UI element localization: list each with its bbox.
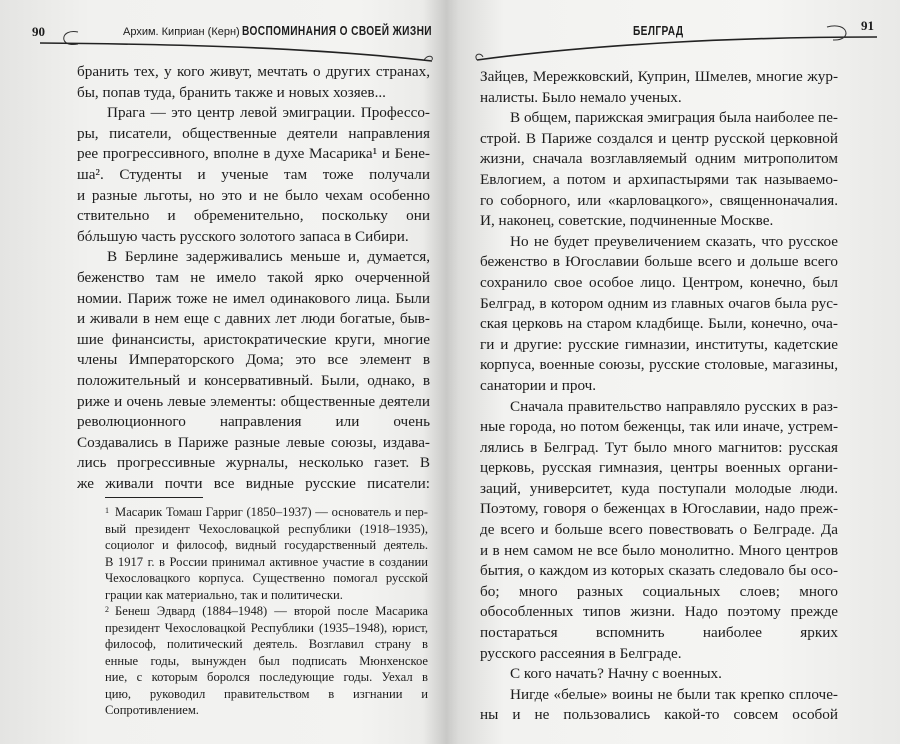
text-line: ги и другие: русские гимназии, институты, кадетские — [480, 335, 838, 353]
paragraph — [77, 247, 430, 494]
text-line: налисты. Было немало ученых. — [480, 88, 682, 106]
text-line: ры, писатели, общественные деятели направления — [77, 124, 430, 142]
text-line: ская церковь на старом кладбище. Были, конечно, оча- — [480, 315, 838, 333]
text-line: ны и не пользовались какой-то совсем особой — [480, 706, 838, 724]
page-number: 90 — [32, 24, 45, 39]
text-line: жизни, сначала возглавляемый одним митрополитом — [480, 150, 838, 168]
text-line: номии. Париж тоже не имел одинакового лица. Были — [77, 289, 430, 307]
text-line: И, наконец, советские, подчиненные Москве. — [480, 212, 774, 230]
footnotes — [105, 497, 428, 719]
text-line: революционного направления или очень — [77, 413, 430, 431]
text-line: Белград, в котором одним из главных очагов была рус- — [480, 294, 838, 312]
paragraph — [480, 685, 838, 726]
text-line: В Берлине задерживались меньше и, думается, — [107, 248, 430, 266]
paragraph — [77, 103, 430, 247]
text-line: положительный и консервативный. Были, однако, в — [77, 371, 430, 389]
running-head-author: Архим. Киприан (Керн) — [123, 26, 240, 38]
text-line: сохранило свое особое лицо. Центром, конечно, был — [480, 273, 838, 291]
paragraph — [480, 67, 838, 108]
text-line: Зайцев, Мережковский, Куприн, Шмелев, многие жур- — [480, 68, 838, 85]
text-line: корпуса, военные союзы, русские столовые, магазины, — [480, 356, 838, 374]
text-line: Поэтому, говоря о беженцах в Югославии, надо преж- — [480, 500, 838, 518]
running-head-title: ВОСПОМИНАНИЯ О СВОЕЙ ЖИЗНИ — [242, 23, 433, 38]
text-line: церковь, русская гимназия, центры военных органи- — [480, 459, 838, 477]
text-line: ные города, но потом беженцы, так или иначе, устрем- — [480, 418, 838, 436]
text-line: и в нем самом не все было монолитно. Много центров — [480, 541, 838, 559]
text-line: бо; много разных социальных слоев; много — [480, 582, 838, 600]
footnote-line: цию, руководил правительством в изгнании и — [105, 686, 428, 701]
footnote-text: Бенеш Эдвард (1884–1948) — второй после Масарика — [115, 604, 428, 618]
text-line: С кого начать? Начну с военных. — [510, 665, 722, 683]
text-line: постараться вспомнить наиболее ярких — [480, 624, 838, 642]
text-line: рее прогрессивного, вполне в духе Масарика¹ и Бене- — [77, 145, 430, 163]
footnote-mark: 2 — [105, 605, 109, 614]
footnote-line: президент Чехословацкой Республики (1935–1948), юрист, — [105, 620, 428, 635]
text-line: русского рассеяния в Белграде. — [480, 644, 682, 662]
text-line: лялись в Белград. Тут было много магнитов: русская — [480, 438, 838, 456]
paragraph — [480, 664, 838, 685]
text-line: шие финансисты, аристократические круги, многие — [77, 330, 430, 348]
footnote-line: В 1917 г. в России принимал активное участие в создании — [105, 554, 428, 569]
running-head-title: БЕЛГРАД — [633, 23, 684, 38]
text-line: Создавались в Париже разные левые союзы, издава- — [77, 433, 430, 451]
paragraph — [77, 62, 430, 103]
text-line: Сначала правительство направляло русских в раз- — [510, 397, 838, 415]
footnote-line — [105, 603, 428, 620]
text-line: строй. В Париже создался и центр русской церковной — [480, 129, 838, 147]
page-number: 91 — [861, 18, 874, 33]
footnote-line: философ, политический деятель. Возглавил страну в — [105, 637, 428, 651]
footnote-line: грации как материально, так и политически. — [105, 587, 343, 602]
footnote-line: ние, с которым боролся последующие годы. Уехал в — [105, 670, 428, 684]
left-page — [0, 0, 449, 744]
text-line: Но не будет преувеличением сказать, что русское — [510, 232, 838, 250]
text-line: бытия, о каждом из которых сказать следовало бы осо- — [480, 562, 838, 580]
text-line: беженство там не имело такой ярко очерченной — [77, 268, 430, 286]
text-line: лись прогрессивные журналы, несколько газет. В — [77, 454, 430, 472]
text-line: го соборного, или «карловацкого», священноначалия. — [480, 191, 838, 209]
text-line: В общем, парижская эмиграция была наиболее пе- — [510, 109, 838, 127]
text-line: беженство в Югославии больше всего и дольше всего — [480, 253, 838, 271]
text-line: бранить тех, у кого живут, мечтать о других странах, — [77, 63, 430, 80]
left-page-body — [77, 62, 430, 494]
footnote-divider — [105, 497, 203, 498]
footnote-line — [105, 504, 428, 521]
footnote-text: Масарик Томаш Гарриг (1850–1937) — основатель и пер- — [115, 505, 428, 519]
text-line: же живали почти все видные русские писатели: — [77, 474, 430, 492]
footnote-line: вый президент Чехословацкой республики (1918–1935), — [105, 521, 428, 536]
footnote-line: Чехословацкого корпуса. Существенно помогал русской — [105, 571, 428, 585]
decorative-header-rule — [449, 15, 900, 65]
text-line: члены Императорского Дома; это все элемент в — [77, 351, 430, 369]
text-line: и живали в нем еще с давних лет люди богатые, быв- — [77, 310, 430, 328]
text-line: обособленных типов жизни. Надо поэтому прежде — [480, 603, 838, 621]
text-line: Евлогием, а потом и архипастырями так называемо- — [480, 170, 838, 188]
paragraph — [480, 108, 838, 232]
text-line: де всего и больше всего повествовать о Белграде. Да — [480, 521, 838, 539]
footnote — [105, 504, 428, 603]
text-line: бы, попав туда, бранить также и новых хозяев... — [77, 83, 386, 101]
paragraph — [480, 232, 838, 397]
text-line: заций, университет, куда поступали молодые люди. — [480, 479, 838, 497]
text-line: бóльшую часть русского золотого запаса в Сибири. — [77, 227, 409, 245]
footnote-line: социолог и философ, видный государственный деятель. — [105, 538, 428, 552]
footnote-line: енные годы, вынужден был подписать Мюнхенское — [105, 653, 428, 668]
text-line: Нигде «белые» воины не были так крепко сплоче- — [510, 685, 838, 703]
text-line: ствительно и обременительно, поскольку они — [77, 207, 430, 225]
footnote-mark: 1 — [105, 506, 109, 515]
text-line: ша². Студенты и ученые там тоже получали — [77, 165, 430, 183]
text-line: санатории и проч. — [480, 376, 597, 394]
footnote-line: Сопротивлением. — [105, 703, 199, 717]
right-page — [449, 0, 900, 744]
text-line: риже и очень левые элементы: общественные деятели — [77, 392, 430, 410]
text-line: Прага — это центр левой эмиграции. Профессо- — [107, 104, 430, 122]
footnote — [105, 603, 428, 719]
decorative-header-rule — [0, 20, 449, 65]
paragraph — [480, 397, 838, 665]
right-page-body — [480, 67, 838, 726]
text-line: и разные льготы, но это и не было чехам особенно — [77, 186, 430, 204]
